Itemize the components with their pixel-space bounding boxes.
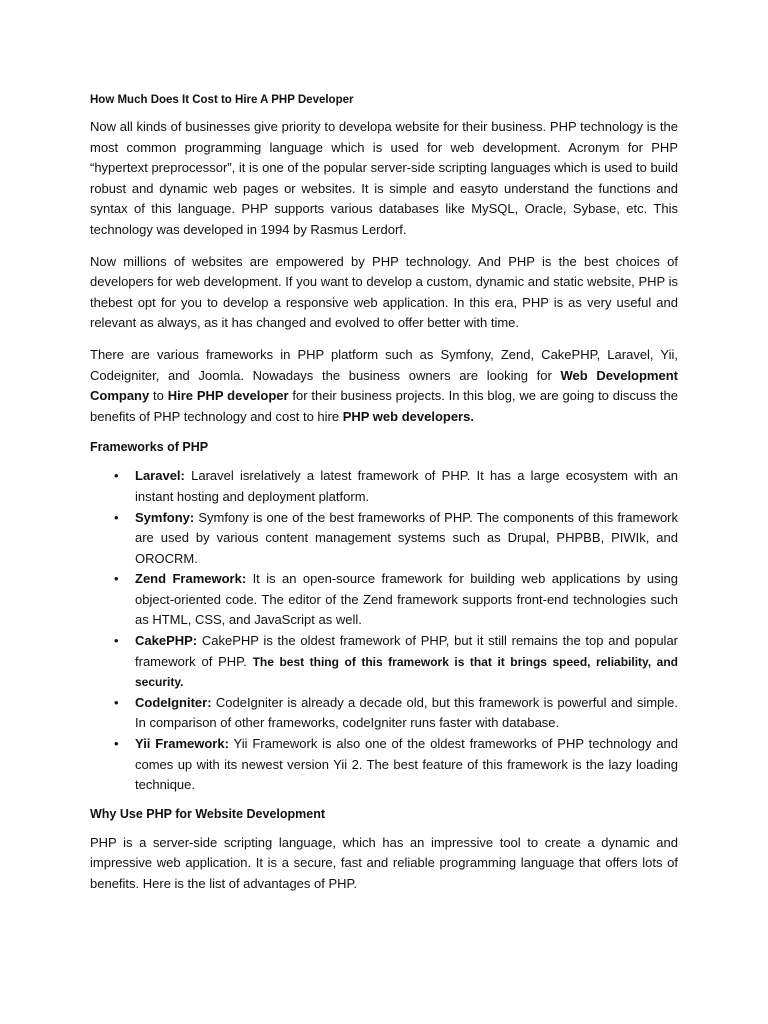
list-item-codeigniter	[90, 693, 678, 734]
bullet-icon: •	[114, 509, 119, 525]
intro-paragraph: Now all kinds of businesses give priority to developa website for their business. PHP technology is the most common programming language which is used for web development. Acronym for PHP “hypertext preprocessor”, it is one of the popular server-side scripting languages which is used to build robust and dynamic web pages or websites. It is simple and easyto understand the functions and syntax of this language. PHP supports various databases like MySQL, Oracle, Sybase, etc. This technology was developed in 1994 by Rasmus Lerdorf.	[90, 119, 678, 237]
frameworks-intro-paragraph	[90, 345, 678, 427]
bullet-icon: •	[114, 633, 119, 649]
bullet-icon: •	[114, 736, 119, 752]
frameworks-intro-text-2: to	[149, 388, 168, 404]
framework-name: Laravel:	[135, 468, 185, 484]
framework-description: Laravel isrelatively a latest framework of PHP. It has a large ecosystem with an instant hosting and deployment platform.	[135, 468, 678, 504]
document-title: How Much Does It Cost to Hire A PHP Developer	[90, 94, 354, 106]
framework-name: Symfony:	[135, 509, 195, 525]
php-web-developers-link-text: PHP web developers.	[342, 408, 474, 424]
list-item-cakephp	[90, 631, 678, 693]
framework-description: It is an open-source framework for building web applications by using object-oriented code. The editor of the Zend framework supports front-end technologies such as HTML, CSS, and JavaScript as well.	[135, 571, 678, 628]
list-item-yii	[90, 734, 678, 796]
list-item-zend	[90, 569, 678, 631]
framework-description: CakePHP is the oldest framework of PHP, but it still remains the top and popular framework of PHP.	[135, 633, 678, 669]
frameworks-intro-text-1: There are various frameworks in PHP platform such as Symfony, Zend, CakePHP, Laravel, Yii, Codeigniter, and Joomla. Nowadays the business owners are looking for	[90, 346, 678, 383]
bullet-icon: •	[114, 468, 119, 484]
web-development-company-link-text: Web Development Company	[90, 367, 678, 404]
framework-description: Yii Framework is also one of the oldest frameworks of PHP technology and comes up with its newest version Yii 2. The best feature of this framework is the lazy loading technique.	[135, 736, 678, 793]
framework-note: The best thing of this framework is that it brings speed, reliability, and security.	[135, 654, 679, 690]
framework-name: CakePHP:	[135, 633, 198, 649]
php-popularity-paragraph: Now millions of websites are empowered by PHP technology. And PHP is the best choices of developers for web development. If you want to develop a custom, dynamic and static website, PHP is thebest opt for you to develop a responsive web application. In this era, PHP is as very useful and relevant as always, as it has changed and evolved to offer better with time.	[90, 253, 678, 331]
framework-name: Zend Framework:	[135, 571, 247, 587]
framework-description: Symfony is one of the best frameworks of PHP. The components of this framework are used by various content management systems such as Drupal, PHPBB, PIWIk, and OROCRM.	[135, 509, 678, 566]
frameworks-intro-text-3: for their business projects. In this blog, we are going to discuss the benefits of PHP technology and cost to hire	[90, 388, 678, 424]
bullet-icon: •	[114, 571, 119, 587]
document-page	[90, 92, 678, 906]
bullet-icon: •	[114, 694, 119, 710]
frameworks-list	[90, 466, 678, 796]
list-item-symfony	[90, 508, 678, 570]
framework-description: CodeIgniter is already a decade old, but this framework is powerful and simple. In comparison of other frameworks, codeIgniter runs faster with database.	[135, 694, 678, 731]
why-php-paragraph: PHP is a server-side scripting language, which has an impressive tool to create a dynamic and impressive web application. It is a secure, fast and reliable programming language that offers lots of benefits. Here is the list of advantages of PHP.	[90, 834, 678, 891]
hire-php-developer-link-text: Hire PHP developer	[167, 388, 289, 404]
why-php-heading: Why Use PHP for Website Development	[90, 806, 326, 821]
framework-name: CodeIgniter:	[135, 694, 212, 710]
list-item-laravel	[90, 466, 678, 507]
frameworks-heading: Frameworks of PHP	[90, 440, 209, 455]
framework-name: Yii Framework:	[135, 736, 229, 752]
